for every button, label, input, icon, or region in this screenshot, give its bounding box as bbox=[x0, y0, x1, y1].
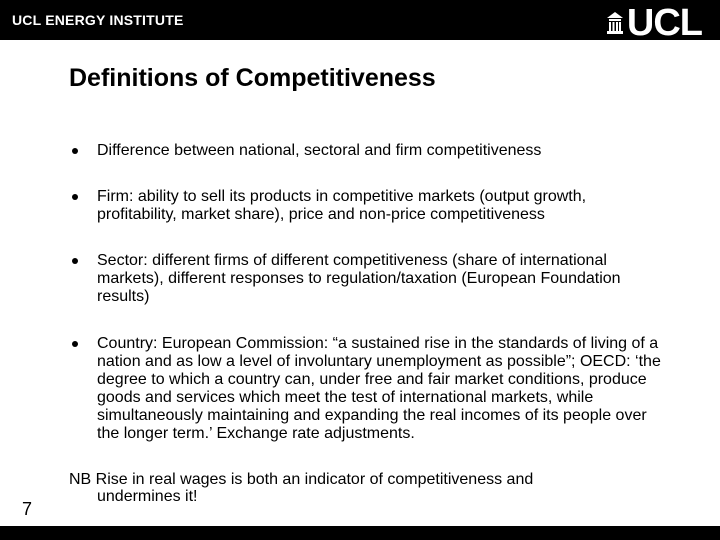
note-line-1: NB Rise in real wages is both an indicator of competitiveness and bbox=[69, 471, 534, 488]
bullet-term: Sector bbox=[97, 252, 144, 269]
bullet-term: Firm bbox=[97, 188, 129, 205]
ucl-portico-icon bbox=[607, 12, 623, 34]
logo-wordmark: UCL bbox=[626, 2, 702, 44]
institute-name: UCL ENERGY INSTITUTE bbox=[12, 12, 184, 28]
bullet-text: Difference between national, sectoral and firm competitiveness bbox=[97, 142, 542, 159]
bullet-text: : ability to sell its products in competitive markets (output growth, profitability, market share), price and non-price competitiveness bbox=[97, 188, 587, 223]
bullet-text: : different firms of different competitiveness (share of international markets), different responses to regulation/taxation (European Foundation results) bbox=[97, 252, 621, 305]
bullet-item bbox=[69, 142, 669, 160]
ucl-logo bbox=[607, 2, 702, 44]
bullet-item bbox=[69, 252, 669, 306]
bullet-dot bbox=[72, 341, 78, 347]
bullet-item bbox=[69, 188, 669, 224]
header-bar bbox=[0, 0, 720, 44]
note bbox=[69, 471, 629, 505]
slide-number: 7 bbox=[22, 499, 33, 519]
bullet-item bbox=[69, 335, 669, 443]
bullet-dot bbox=[72, 194, 78, 200]
bullet-text: : European Commission: “a sustained rise in the standards of living of a nation and as low a level of involuntary unemployment as possible”; OECD: ‘the degree to which a country can, under free and fair market conditions, produce goods and services which meet the test of international markets, while simultaneously maintaining and expanding the real incomes of its people over the longer term.’ Exchange rate adjustments. bbox=[97, 335, 661, 442]
bullet-dot bbox=[72, 258, 78, 264]
page-title: Definitions of Competitiveness bbox=[69, 64, 436, 92]
bullet-term: Country bbox=[97, 335, 154, 352]
bullet-dot bbox=[72, 148, 78, 154]
bullet-list bbox=[69, 142, 669, 443]
note-line-2: undermines it! bbox=[97, 488, 198, 505]
footer-bar bbox=[0, 526, 720, 540]
